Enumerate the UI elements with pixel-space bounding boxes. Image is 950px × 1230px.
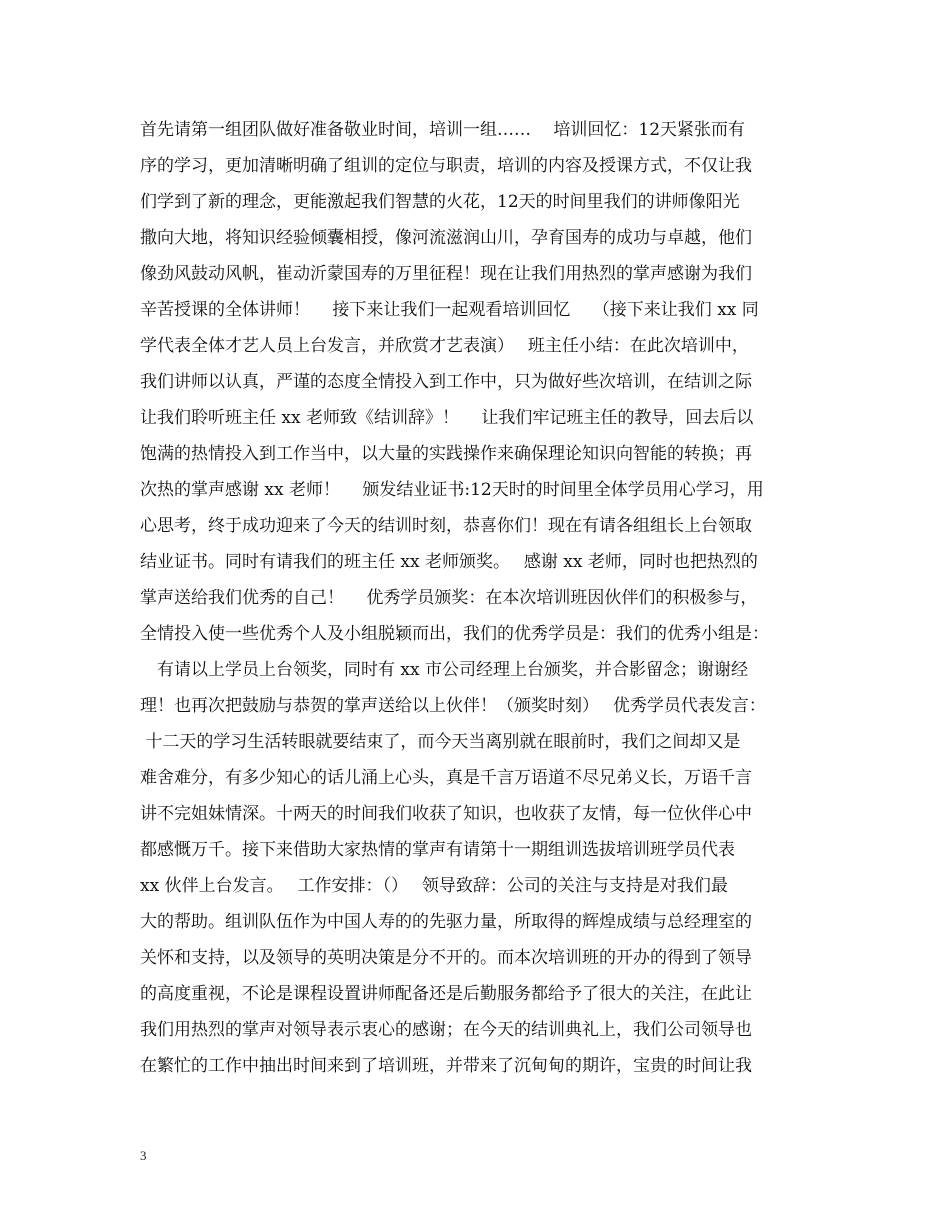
text-line: 学代表全体才艺人员上台发言，并欣赏才艺表演） 班主任小结：在此次培训中， bbox=[140, 336, 749, 356]
text-line: 辛苦授课的全体讲师！ 接下来让我们一起观看培训回忆 （接下来让我们 xx 同 bbox=[140, 300, 759, 320]
body-text bbox=[140, 112, 830, 1084]
text-line: 结业证书。同时有请我们的班主任 xx 老师颁奖。 感谢 xx 老师，同时也把热烈的 bbox=[140, 552, 758, 572]
text-line: 饱满的热情投入到工作当中，以大量的实践操作来确保理论知识向智能的转换；再 bbox=[140, 444, 752, 464]
text-line: 我们用热烈的掌声对领导表示衷心的感谢；在今天的结训典礼上，我们公司领导也 bbox=[140, 1020, 752, 1040]
text-line: 十二天的学习生活转眼就要结束了，而今天当离别就在眼前时，我们之间却又是 bbox=[140, 732, 741, 752]
text-line: 次热的掌声感谢 xx 老师！ 颁发结业证书:12天时的时间里全体学员用心学习，用 bbox=[140, 480, 764, 500]
text-line: 像劲风鼓动风帆，崔动沂蒙国寿的万里征程！现在让我们用热烈的掌声感谢为我们 bbox=[140, 264, 752, 284]
text-line: 有请以上学员上台领奖，同时有 xx 市公司经理上台颁奖，并合影留念；谢谢经 bbox=[140, 660, 748, 680]
text-line: 大的帮助。组训队伍作为中国人寿的的先驱力量，所取得的辉煌成绩与总经理室的 bbox=[140, 912, 752, 932]
text-line: 全情投入使一些优秀个人及小组脱颖而出，我们的优秀学员是：我们的优秀小组是： bbox=[140, 624, 769, 644]
text-line: 序的学习，更加清晰明确了组训的定位与职责，培训的内容及授课方式，不仅让我 bbox=[140, 156, 752, 176]
text-line: 的高度重视，不论是课程设置讲师配备还是后勤服务都给予了很大的关注，在此让 bbox=[140, 984, 752, 1004]
text-line: 讲不完姐妹情深。十两天的时间我们收获了知识，也收获了友情，每一位伙伴心中 bbox=[140, 804, 752, 824]
text-line: 在繁忙的工作中抽出时间来到了培训班，并带来了沉甸甸的期许，宝贵的时间让我 bbox=[140, 1056, 752, 1076]
text-line: 撒向大地，将知识经验倾囊相授，像河流滋润山川，孕育国寿的成功与卓越，他们 bbox=[140, 228, 752, 248]
text-line: 理！也再次把鼓励与恭贺的掌声送给以上伙伴！（颁奖时刻） 优秀学员代表发言： bbox=[140, 696, 766, 716]
text-line: 让我们聆听班主任 xx 老师致《结训辞》！ 让我们牢记班主任的教导，回去后以 bbox=[140, 408, 754, 428]
text-line: xx 伙伴上台发言。 工作安排：（） 领导致辞：公司的关注与支持是对我们最 bbox=[140, 876, 728, 896]
text-line: 首先请第一组团队做好准备敬业时间，培训一组…… 培训回忆：12天紧张而有 bbox=[140, 120, 746, 140]
text-line: 我们讲师以认真，严谨的态度全情投入到工作中，只为做好些次培训，在结训之际 bbox=[140, 372, 752, 392]
page-number: 3 bbox=[140, 1148, 147, 1163]
text-line: 们学到了新的理念，更能激起我们智慧的火花，12天的时间里我们的讲师像阳光 bbox=[140, 192, 740, 212]
text-line: 掌声送给我们优秀的自己！ 优秀学员颁奖：在本次培训班因伙伴们的积极参与， bbox=[140, 588, 758, 608]
text-line: 心思考，终于成功迎来了今天的结训时刻，恭喜你们！现在有请各组组长上台领取 bbox=[140, 516, 752, 536]
text-line: 关怀和支持，以及领导的英明决策是分不开的。而本次培训班的开办的得到了领导 bbox=[140, 948, 752, 968]
text-line: 难舍难分，有多少知心的话儿涌上心头，真是千言万语道不尽兄弟义长，万语千言 bbox=[140, 768, 752, 788]
text-line: 都感慨万千。接下来借助大家热情的掌声有请第十一期组训选拔培训班学员代表 bbox=[140, 840, 735, 860]
